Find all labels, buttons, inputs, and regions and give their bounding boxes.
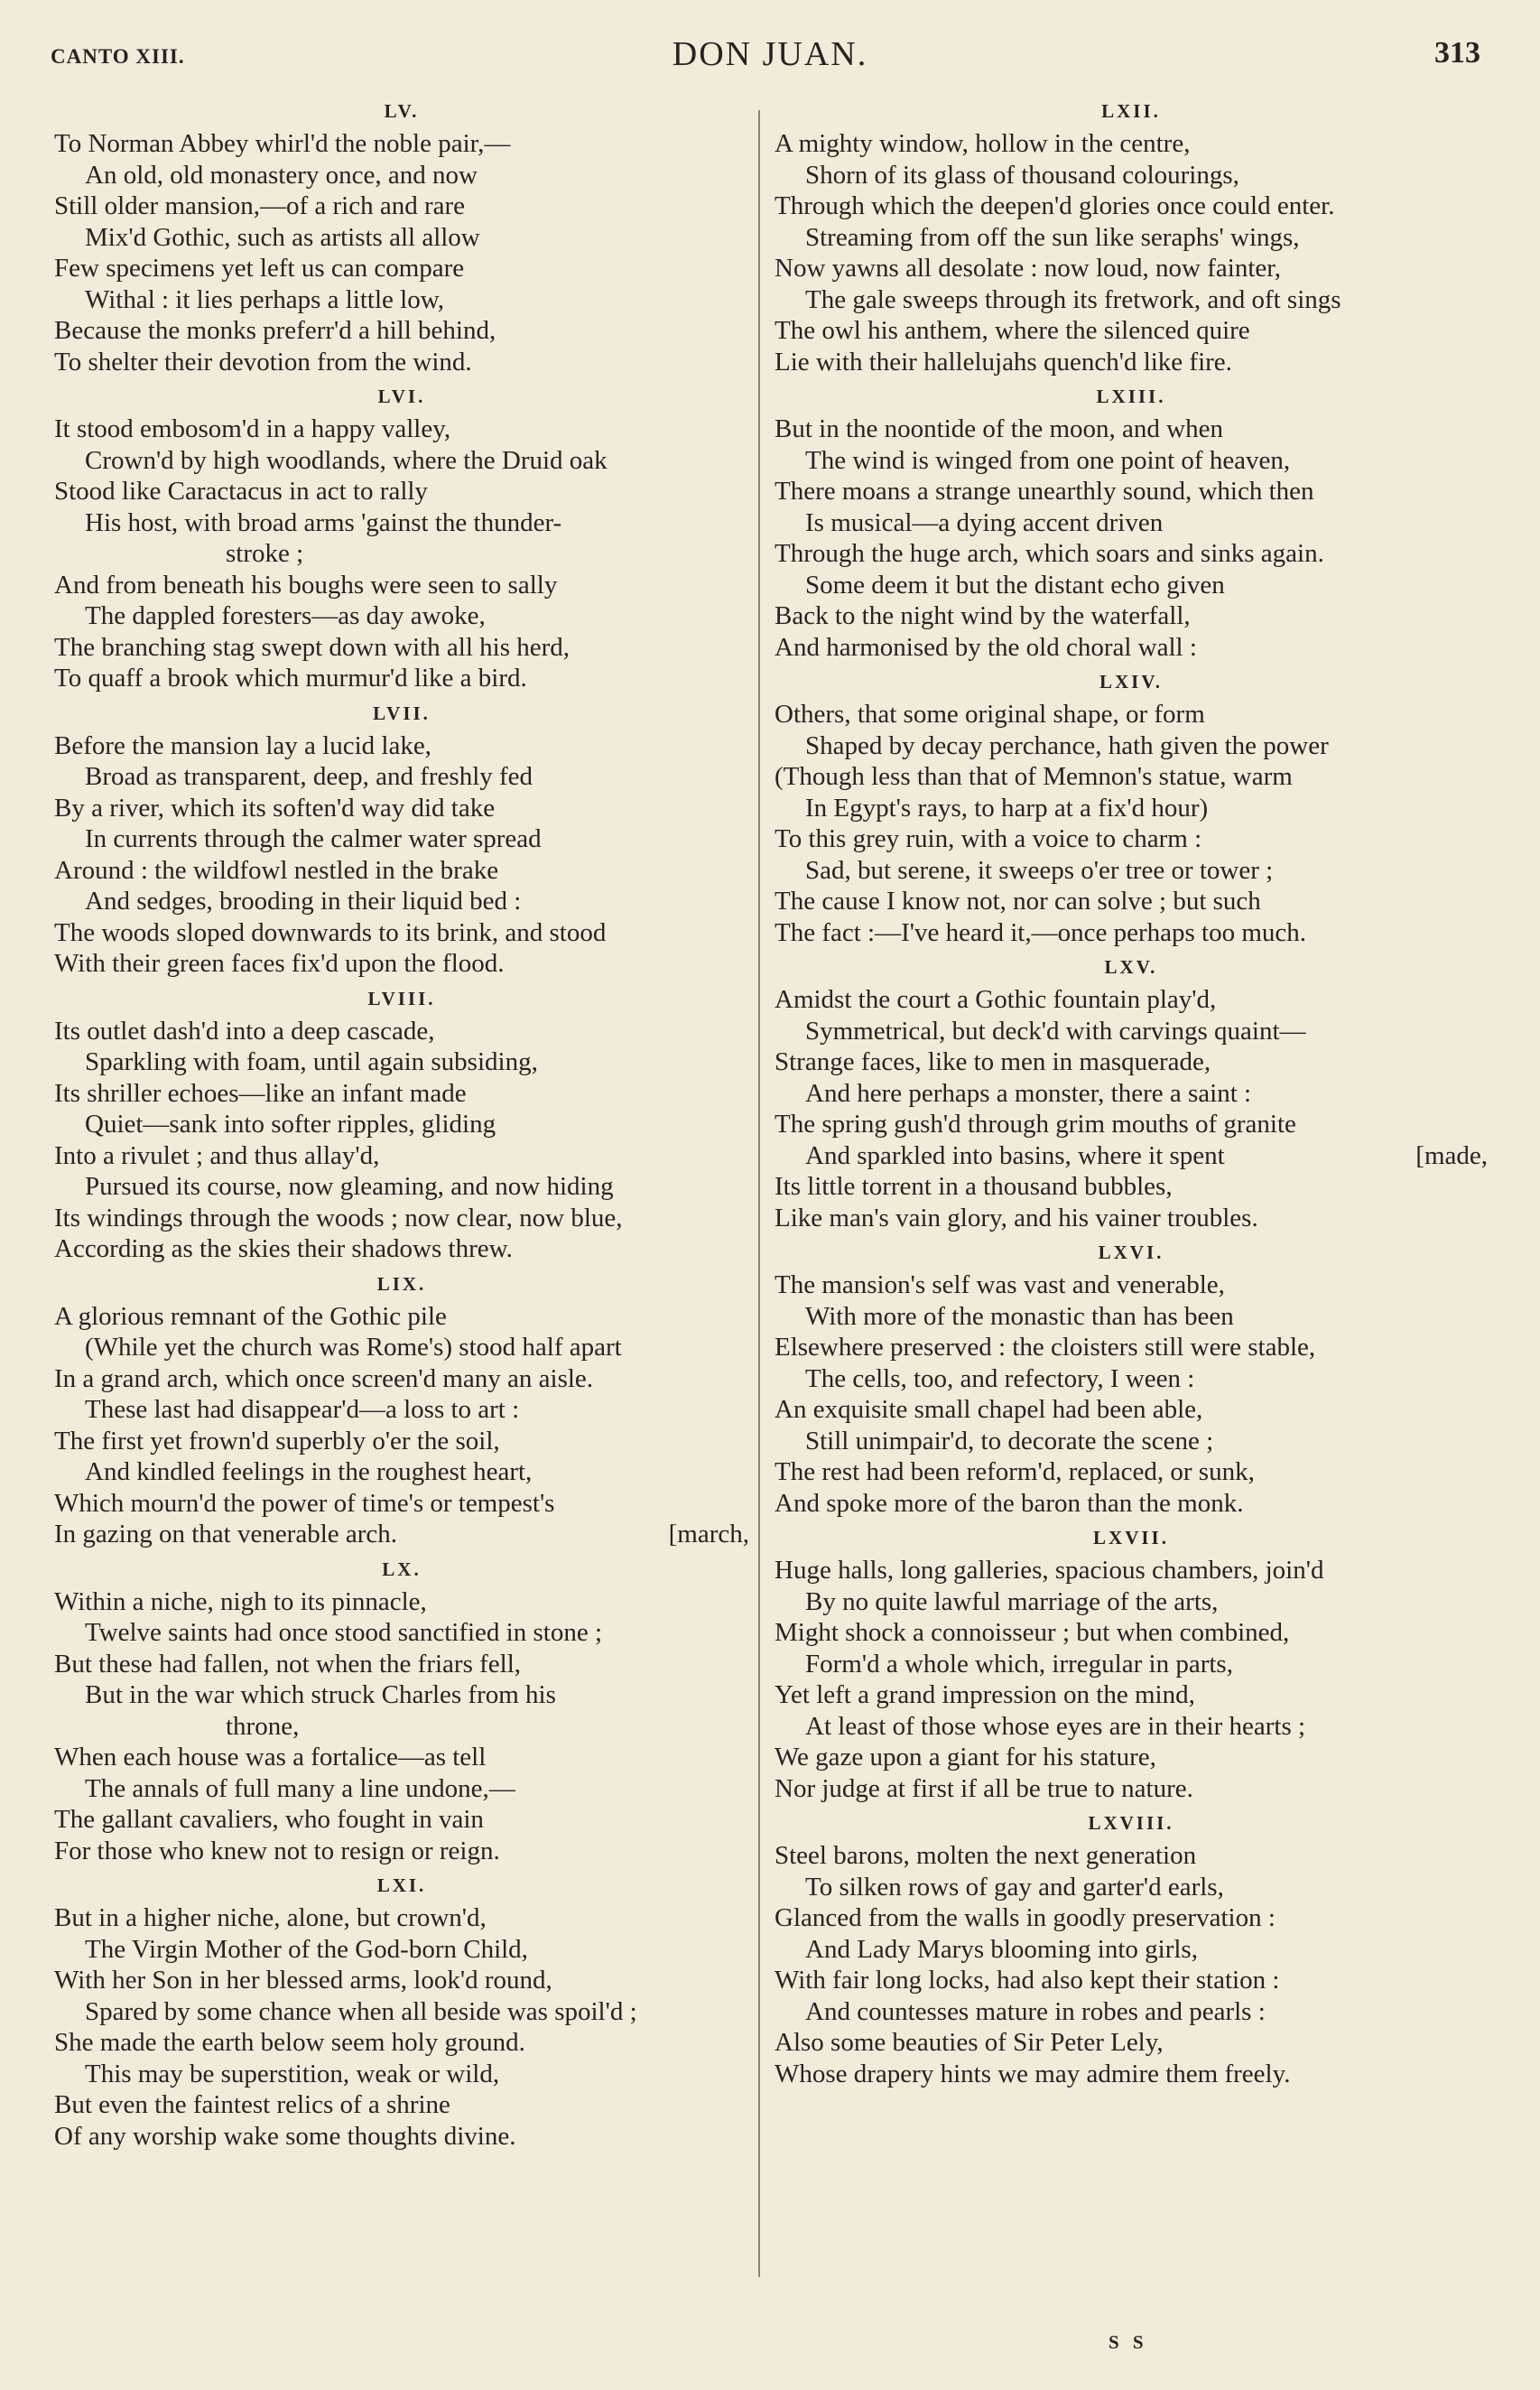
verse-line: And countesses mature in robes and pearls : (805, 1996, 1266, 2026)
verse-line: (While yet the church was Rome's) stood half apart (85, 1333, 622, 1362)
verse-text: In gazing on that venerable arch. (54, 1520, 398, 1548)
verse-line: In currents through the calmer water spread (85, 824, 542, 853)
verse-line: The Virgin Mother of the God-born Child, (85, 1934, 528, 1964)
verse-line: The cells, too, and refectory, I ween : (805, 1363, 1195, 1393)
verse-line: By a river, which its soften'd way did take (54, 793, 496, 823)
verse-line: This may be superstition, weak or wild, (85, 2059, 500, 2088)
verse-line: For those who knew not to resign or reign. (54, 1836, 500, 1865)
verse-line: And from beneath his boughs were seen to sally (54, 570, 558, 600)
stanza-number: LXVI. (1098, 1241, 1164, 1263)
verse-line: Still older mansion,—of a rich and rare (54, 191, 466, 220)
verse-line: Nor judge at first if all be true to nature. (775, 1773, 1193, 1803)
stanza-lviii (54, 987, 749, 1265)
verse-line: The gallant cavaliers, who fought in vain (54, 1805, 484, 1834)
verse-line: And harmonised by the old choral wall : (775, 632, 1197, 662)
verse-line: The annals of full many a line undone,— (85, 1773, 515, 1803)
stanza-lv (54, 99, 749, 377)
stanza-number: LXVIII. (1088, 1812, 1174, 1834)
verse-line: By no quite lawful marriage of the arts, (805, 1586, 1219, 1616)
verse-line: Broad as transparent, deep, and freshly fed (85, 762, 533, 791)
verse-line: But even the faintest relics of a shrine (54, 2090, 450, 2119)
verse-line-continuation: throne, (226, 1711, 300, 1741)
verse-line: An exquisite small chapel had been able, (775, 1395, 1203, 1424)
verse-line: But these had fallen, not when the friars fell, (54, 1649, 522, 1679)
verse-line: The owl his anthem, where the silenced quire (775, 316, 1250, 345)
verse-line: Shorn of its glass of thousand colourings, (805, 160, 1239, 190)
verse-line: Of any worship wake some thoughts divine. (54, 2121, 516, 2151)
verse-line: To silken rows of gay and garter'd earls, (805, 1872, 1224, 1902)
verse-line: The rest had been reform'd, replaced, or sunk, (775, 1457, 1255, 1486)
verse-line: And sedges, brooding in their liquid bed : (85, 887, 522, 916)
verse-carryover: [made, (1415, 1140, 1488, 1170)
verse-line: A mighty window, hollow in the centre, (775, 129, 1191, 158)
stanza-lxv (775, 955, 1488, 1233)
verse-line-continuation: stroke ; (226, 539, 304, 568)
stanza-number: LXII. (1101, 100, 1161, 122)
verse-line: Some deem it but the distant echo given (805, 570, 1225, 600)
verse-line: Stood like Caractacus in act to rally (54, 477, 428, 506)
verse-line: To this grey ruin, with a voice to charm : (775, 824, 1202, 853)
verse-line: We gaze upon a giant for his stature, (775, 1743, 1156, 1772)
verse-line: Crown'd by high woodlands, where the Druid oak (85, 445, 608, 475)
stanza-lxiv (775, 670, 1488, 948)
verse-line: To shelter their devotion from the wind. (54, 347, 472, 377)
verse-line: Shaped by decay perchance, hath given the power (805, 730, 1329, 760)
verse-line: But in the war which struck Charles from his (85, 1680, 556, 1709)
left-column (54, 99, 749, 2152)
page-number: 313 (1434, 36, 1480, 70)
verse-carryover: [march, (668, 1520, 749, 1548)
stanza-number: LVI. (377, 386, 426, 407)
stanza-number: LXIII. (1096, 386, 1166, 407)
stanza-number: LVIII. (367, 987, 436, 1009)
verse-line: Into a rivulet ; and thus allay'd, (54, 1140, 380, 1170)
verse-line: Strange faces, like to men in masquerade, (775, 1047, 1211, 1076)
verse-line: Twelve saints had once stood sanctified in stone ; (85, 1618, 603, 1647)
verse-line: With her Son in her blessed arms, look'd round, (54, 1966, 552, 1995)
verse-line: It stood embosom'd in a happy valley, (54, 414, 451, 443)
verse-line: Within a niche, nigh to its pinnacle, (54, 1586, 427, 1616)
stanza-lxi (54, 1874, 749, 2152)
verse-text: And sparkled into basins, where it spent (805, 1140, 1225, 1170)
verse-line: Steel barons, molten the next generation (775, 1841, 1197, 1870)
stanza-lxviii (775, 1811, 1488, 2089)
verse-line: To quaff a brook which murmur'd like a bird. (54, 664, 527, 693)
verse-line: Back to the night wind by the waterfall, (775, 601, 1191, 630)
stanza-lvi (54, 385, 749, 694)
page-header (0, 34, 1540, 79)
verse-line: The dappled foresters—as day awoke, (85, 601, 486, 630)
verse-line: An old, old monastery once, and now (85, 160, 478, 190)
verse-line: The spring gush'd through grim mouths of granite (775, 1110, 1296, 1139)
verse-line: Its shriller echoes—like an infant made (54, 1078, 467, 1108)
verse-line: Which mourn'd the power of time's or tempest's (54, 1488, 555, 1518)
stanza-lxiii (775, 385, 1488, 663)
verse-line: Glanced from the walls in goodly preservation : (775, 1903, 1276, 1932)
stanza-lix (54, 1272, 749, 1550)
stanza-number: LXVII. (1093, 1527, 1169, 1548)
stanza-lxvi (775, 1241, 1488, 1519)
verse-line: In a grand arch, which once screen'd many an aisle. (54, 1363, 594, 1393)
verse-line: Mix'd Gothic, such as artists all allow (85, 222, 480, 252)
stanza-number: LXIV. (1099, 671, 1164, 693)
verse-line: Like man's vain glory, and his vainer troubles. (775, 1203, 1258, 1232)
verse-line: Huge halls, long galleries, spacious chambers, join'd (775, 1556, 1324, 1585)
verse-line: In Egypt's rays, to harp at a fix'd hour) (805, 793, 1209, 823)
verse-line: At least of those whose eyes are in their hearts ; (805, 1711, 1306, 1741)
verse-line: To Norman Abbey whirl'd the noble pair,— (54, 129, 511, 158)
verse-line: Others, that some original shape, or form (775, 700, 1205, 729)
verse-line: Still unimpair'd, to decorate the scene ; (805, 1426, 1214, 1455)
stanza-number: LXI. (376, 1874, 427, 1896)
verse-line: According as the skies their shadows threw. (54, 1234, 513, 1263)
verse-line: Withal : it lies perhaps a little low, (85, 284, 445, 314)
stanza-number: LVII. (373, 702, 431, 724)
verse-line: There moans a strange unearthly sound, which then (775, 477, 1314, 506)
verse-line: The cause I know not, nor can solve ; but such (775, 887, 1261, 916)
verse-line: Is musical—a dying accent driven (805, 507, 1164, 537)
verse-line: And spoke more of the baron than the monk. (775, 1488, 1244, 1518)
verse-line: Yet left a grand impression on the mind, (775, 1680, 1195, 1709)
verse-line: And kindled feelings in the roughest heart, (85, 1457, 533, 1486)
stanza-number: LIX. (376, 1272, 427, 1295)
stanza-number: LX. (382, 1558, 422, 1580)
running-head-title: DON JUAN. (672, 35, 868, 73)
verse-line: The gale sweeps through its fretwork, and oft sings (805, 284, 1341, 314)
verse-line: (Though less than that of Memnon's statue, warm (775, 762, 1293, 791)
stanza-lvii (54, 702, 749, 980)
verse-line: Its windings through the woods ; now clear, now blue, (54, 1203, 623, 1232)
verse-line: These last had disappear'd—a loss to art : (85, 1395, 520, 1424)
verse-line: Its little torrent in a thousand bubbles, (775, 1172, 1173, 1201)
verse-line: And Lady Marys blooming into girls, (805, 1934, 1198, 1964)
verse-line: Now yawns all desolate : now loud, now fainter, (775, 254, 1281, 283)
verse-line: Symmetrical, but deck'd with carvings quaint— (805, 1016, 1306, 1046)
running-head-canto: CANTO XIII. (51, 45, 185, 68)
verse-line: Through the huge arch, which soars and sinks again. (775, 539, 1324, 568)
verse-line: Around : the wildfowl nestled in the brake (54, 855, 499, 885)
stanza-number: LV. (384, 100, 420, 122)
verse-line: With more of the monastic than has been (805, 1301, 1234, 1331)
verse-line: With fair long locks, had also kept their station : (775, 1966, 1280, 1995)
verse-line: Spared by some chance when all beside was spoil'd ; (85, 1996, 637, 2026)
verse-line: Because the monks preferr'd a hill behind, (54, 316, 496, 345)
verse-line: The first yet frown'd superbly o'er the soil, (54, 1426, 500, 1455)
verse-line: Amidst the court a Gothic fountain play'd, (775, 985, 1217, 1014)
verse-line: The fact :—I've heard it,—once perhaps too much. (775, 917, 1307, 947)
verse-line: Few specimens yet left us can compare (54, 254, 465, 283)
verse-line: Before the mansion lay a lucid lake, (54, 730, 431, 760)
verse-line: Sad, but serene, it sweeps o'er tree or tower ; (805, 855, 1274, 885)
verse-line: Through which the deepen'd glories once could enter. (775, 191, 1335, 220)
verse-line: With their green faces fix'd upon the flood. (54, 949, 505, 978)
verse-line (775, 1140, 1488, 1172)
verse-line (54, 1519, 749, 1550)
verse-line: The branching stag swept down with all his herd, (54, 632, 571, 662)
verse-line: Pursued its course, now gleaming, and now hiding (85, 1172, 614, 1201)
verse-line: Streaming from off the sun like seraphs' wings, (805, 222, 1300, 252)
verse-line: Sparkling with foam, until again subsiding, (85, 1047, 538, 1076)
stanza-lx (54, 1558, 749, 1867)
signature-mark: S S (1109, 2331, 1148, 2353)
verse-line: Might shock a connoisseur ; but when combined, (775, 1618, 1290, 1647)
verse-line: The woods sloped downwards to its brink, and stood (54, 917, 607, 947)
stanza-number: LXV. (1104, 956, 1158, 978)
verse-line: Whose drapery hints we may admire them freely. (775, 2059, 1291, 2088)
verse-line: The mansion's self was vast and venerable, (775, 1270, 1225, 1299)
verse-line: Also some beauties of Sir Peter Lely, (775, 2028, 1164, 2057)
verse-line: The wind is winged from one point of heaven, (805, 445, 1291, 475)
verse-line: Elsewhere preserved : the cloisters still were stable, (775, 1333, 1316, 1362)
verse-line: Quiet—sank into softer ripples, gliding (85, 1110, 496, 1139)
verse-line: She made the earth below seem holy ground. (54, 2028, 525, 2057)
verse-line: When each house was a fortalice—as tell (54, 1743, 487, 1772)
verse-line: His host, with broad arms 'gainst the thunder- (85, 507, 562, 537)
verse-line: Its outlet dash'd into a deep cascade, (54, 1016, 435, 1046)
column-divider (758, 110, 760, 2277)
verse-line: And here perhaps a monster, there a saint : (805, 1078, 1252, 1108)
verse-line: A glorious remnant of the Gothic pile (54, 1301, 447, 1331)
stanza-lxvii (775, 1526, 1488, 1804)
verse-line: Lie with their hallelujahs quench'd like fire. (775, 347, 1232, 377)
verse-line: Form'd a whole which, irregular in parts, (805, 1649, 1233, 1679)
right-column (775, 99, 1488, 2089)
stanza-lxii (775, 99, 1488, 377)
verse-line: But in a higher niche, alone, but crown'd, (54, 1903, 487, 1932)
verse-line: But in the noontide of the moon, and when (775, 414, 1223, 443)
